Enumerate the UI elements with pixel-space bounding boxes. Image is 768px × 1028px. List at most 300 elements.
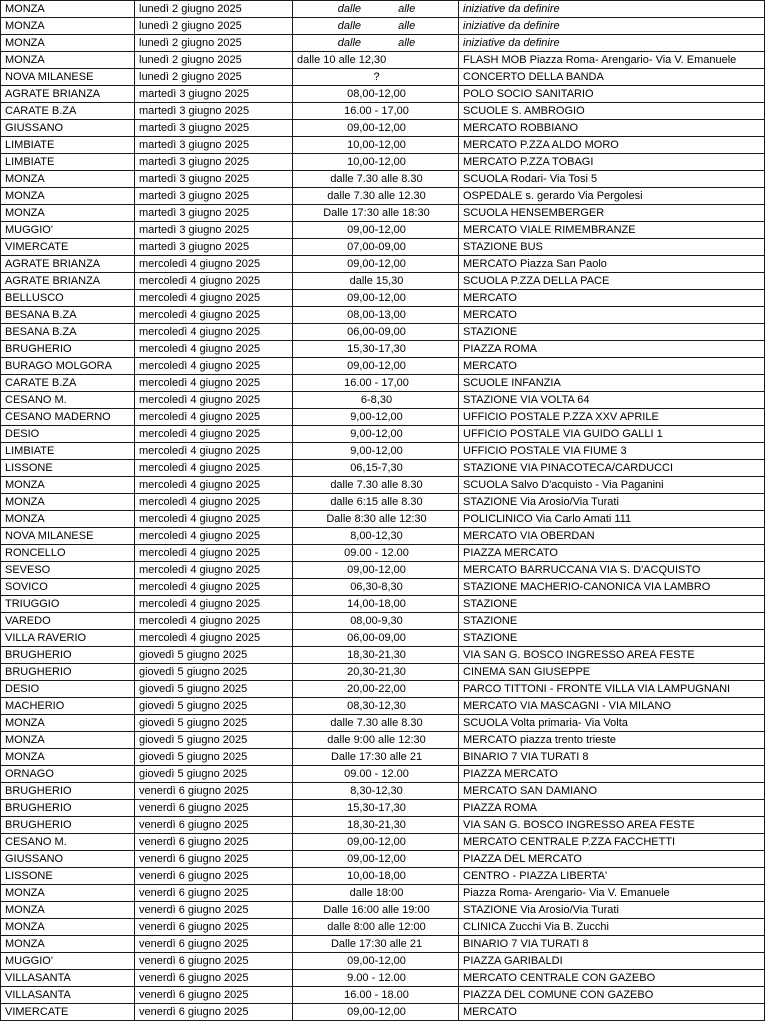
date-cell: martedì 3 giugno 2025 bbox=[135, 205, 293, 222]
location-cell: STAZIONE Via Arosio/Via Turati bbox=[459, 494, 765, 511]
time-cell: dalle 7.30 alle 12.30 bbox=[293, 188, 459, 205]
location-cell: PIAZZA MERCATO bbox=[459, 545, 765, 562]
table-row bbox=[1, 953, 765, 970]
location-cell: MERCATO bbox=[459, 290, 765, 307]
table-row bbox=[1, 409, 765, 426]
city-cell: DESIO bbox=[1, 426, 135, 443]
location-cell: SCUOLA Salvo D'acquisto - Via Paganini bbox=[459, 477, 765, 494]
location-cell: MERCATO bbox=[459, 358, 765, 375]
location-cell: VIA SAN G. BOSCO INGRESSO AREA FESTE bbox=[459, 647, 765, 664]
date-cell: mercoledì 4 giugno 2025 bbox=[135, 545, 293, 562]
date-cell: giovedì 5 giugno 2025 bbox=[135, 681, 293, 698]
time-cell: 15,30-17,30 bbox=[293, 341, 459, 358]
date-cell: lunedì 2 giugno 2025 bbox=[135, 52, 293, 69]
location-cell: POLO SOCIO SANITARIO bbox=[459, 86, 765, 103]
location-cell: STAZIONE BUS bbox=[459, 239, 765, 256]
time-cell: dalle 8:00 alle 12:00 bbox=[293, 919, 459, 936]
date-cell: mercoledì 4 giugno 2025 bbox=[135, 562, 293, 579]
date-cell: giovedì 5 giugno 2025 bbox=[135, 732, 293, 749]
time-cell: 15,30-17,30 bbox=[293, 800, 459, 817]
table-row bbox=[1, 18, 765, 35]
location-cell: PIAZZA ROMA bbox=[459, 800, 765, 817]
location-cell: BINARIO 7 VIA TURATI 8 bbox=[459, 936, 765, 953]
location-cell: MERCATO P.ZZA ALDO MORO bbox=[459, 137, 765, 154]
location-cell: MERCATO bbox=[459, 1004, 765, 1021]
table-row bbox=[1, 749, 765, 766]
location-cell: STAZIONE Via Arosio/Via Turati bbox=[459, 902, 765, 919]
location-cell: STAZIONE bbox=[459, 324, 765, 341]
date-cell: venerdì 6 giugno 2025 bbox=[135, 800, 293, 817]
location-cell: iniziative da definire bbox=[459, 18, 765, 35]
date-cell: mercoledì 4 giugno 2025 bbox=[135, 528, 293, 545]
time-cell: 09,00-12,00 bbox=[293, 290, 459, 307]
schedule-table-body bbox=[1, 1, 765, 1021]
time-cell: Dalle 17:30 alle 21 bbox=[293, 936, 459, 953]
table-row bbox=[1, 596, 765, 613]
time-cell: 9,00-12,00 bbox=[293, 426, 459, 443]
table-row bbox=[1, 273, 765, 290]
time-cell: 9,00-12,00 bbox=[293, 443, 459, 460]
time-cell: 10,00-12,00 bbox=[293, 154, 459, 171]
date-cell: martedì 3 giugno 2025 bbox=[135, 137, 293, 154]
time-cell: 9.00 - 12.00 bbox=[293, 970, 459, 987]
location-cell: PIAZZA ROMA bbox=[459, 341, 765, 358]
date-cell: mercoledì 4 giugno 2025 bbox=[135, 579, 293, 596]
date-cell: mercoledì 4 giugno 2025 bbox=[135, 324, 293, 341]
location-cell: CLINICA Zucchi Via B. Zucchi bbox=[459, 919, 765, 936]
table-row bbox=[1, 35, 765, 52]
date-cell: venerdì 6 giugno 2025 bbox=[135, 834, 293, 851]
table-row bbox=[1, 664, 765, 681]
table-row bbox=[1, 460, 765, 477]
city-cell: BRUGHERIO bbox=[1, 783, 135, 800]
location-cell: SCUOLE INFANZIA bbox=[459, 375, 765, 392]
location-cell: SCUOLA Rodari- Via Tosi 5 bbox=[459, 171, 765, 188]
date-cell: martedì 3 giugno 2025 bbox=[135, 171, 293, 188]
date-cell: giovedì 5 giugno 2025 bbox=[135, 664, 293, 681]
table-row bbox=[1, 392, 765, 409]
table-row bbox=[1, 851, 765, 868]
date-cell: mercoledì 4 giugno 2025 bbox=[135, 443, 293, 460]
location-cell: SCUOLA HENSEMBERGER bbox=[459, 205, 765, 222]
date-cell: mercoledì 4 giugno 2025 bbox=[135, 494, 293, 511]
location-cell: iniziative da definire bbox=[459, 35, 765, 52]
city-cell: VAREDO bbox=[1, 613, 135, 630]
table-row bbox=[1, 443, 765, 460]
table-row bbox=[1, 936, 765, 953]
table-row bbox=[1, 800, 765, 817]
city-cell: BURAGO MOLGORA bbox=[1, 358, 135, 375]
location-cell: OSPEDALE s. gerardo Via Pergolesi bbox=[459, 188, 765, 205]
table-row bbox=[1, 307, 765, 324]
time-cell: 09.00 - 12.00 bbox=[293, 545, 459, 562]
time-cell: 08,00-12,00 bbox=[293, 86, 459, 103]
city-cell: GIUSSANO bbox=[1, 851, 135, 868]
city-cell: RONCELLO bbox=[1, 545, 135, 562]
city-cell: MONZA bbox=[1, 732, 135, 749]
location-cell: STAZIONE MACHERIO-CANONICA VIA LAMBRO bbox=[459, 579, 765, 596]
city-cell: BRUGHERIO bbox=[1, 647, 135, 664]
city-cell: MUGGIO' bbox=[1, 222, 135, 239]
city-cell: MUGGIO' bbox=[1, 953, 135, 970]
table-row bbox=[1, 52, 765, 69]
date-cell: mercoledì 4 giugno 2025 bbox=[135, 358, 293, 375]
table-row bbox=[1, 341, 765, 358]
time-cell: 16.00 - 17,00 bbox=[293, 375, 459, 392]
city-cell: MONZA bbox=[1, 171, 135, 188]
location-cell: BINARIO 7 VIA TURATI 8 bbox=[459, 749, 765, 766]
time-cell: dalle alle bbox=[293, 35, 459, 52]
table-row bbox=[1, 188, 765, 205]
table-row bbox=[1, 103, 765, 120]
city-cell: TRIUGGIO bbox=[1, 596, 135, 613]
city-cell: MONZA bbox=[1, 205, 135, 222]
time-cell: ? bbox=[293, 69, 459, 86]
location-cell: FLASH MOB Piazza Roma- Arengario- Via V. Emanuele bbox=[459, 52, 765, 69]
date-cell: mercoledì 4 giugno 2025 bbox=[135, 409, 293, 426]
time-cell: Dalle 17:30 alle 18:30 bbox=[293, 205, 459, 222]
time-cell: 09,00-12,00 bbox=[293, 256, 459, 273]
time-cell: 18,30-21,30 bbox=[293, 817, 459, 834]
time-cell: dalle 9:00 alle 12:30 bbox=[293, 732, 459, 749]
city-cell: MONZA bbox=[1, 749, 135, 766]
city-cell: BRUGHERIO bbox=[1, 800, 135, 817]
location-cell: UFFICIO POSTALE P.ZZA XXV APRILE bbox=[459, 409, 765, 426]
location-cell: CENTRO - PIAZZA LIBERTA' bbox=[459, 868, 765, 885]
location-cell: PARCO TITTONI - FRONTE VILLA VIA LAMPUGNANI bbox=[459, 681, 765, 698]
time-cell: dalle 7.30 alle 8.30 bbox=[293, 477, 459, 494]
date-cell: venerdì 6 giugno 2025 bbox=[135, 1004, 293, 1021]
city-cell: MONZA bbox=[1, 494, 135, 511]
city-cell: BRUGHERIO bbox=[1, 817, 135, 834]
city-cell: VIMERCATE bbox=[1, 1004, 135, 1021]
city-cell: MONZA bbox=[1, 52, 135, 69]
time-cell: dalle 18:00 bbox=[293, 885, 459, 902]
city-cell: BELLUSCO bbox=[1, 290, 135, 307]
date-cell: lunedì 2 giugno 2025 bbox=[135, 35, 293, 52]
time-cell: 09.00 - 12.00 bbox=[293, 766, 459, 783]
location-cell: iniziative da definire bbox=[459, 1, 765, 18]
date-cell: venerdì 6 giugno 2025 bbox=[135, 851, 293, 868]
location-cell: STAZIONE bbox=[459, 630, 765, 647]
city-cell: BRUGHERIO bbox=[1, 664, 135, 681]
city-cell: CESANO MADERNO bbox=[1, 409, 135, 426]
time-cell: dalle alle bbox=[293, 1, 459, 18]
date-cell: venerdì 6 giugno 2025 bbox=[135, 902, 293, 919]
table-row bbox=[1, 528, 765, 545]
table-row bbox=[1, 1004, 765, 1021]
time-cell: 09,00-12,00 bbox=[293, 834, 459, 851]
location-cell: STAZIONE VIA PINACOTECA/CARDUCCI bbox=[459, 460, 765, 477]
location-cell: POLICLINICO Via Carlo Amati 111 bbox=[459, 511, 765, 528]
table-row bbox=[1, 511, 765, 528]
location-cell: MERCATO BARRUCCANA VIA S. D'ACQUISTO bbox=[459, 562, 765, 579]
date-cell: giovedì 5 giugno 2025 bbox=[135, 749, 293, 766]
time-cell: 20,30-21,30 bbox=[293, 664, 459, 681]
table-row bbox=[1, 715, 765, 732]
table-row bbox=[1, 239, 765, 256]
date-cell: venerdì 6 giugno 2025 bbox=[135, 783, 293, 800]
city-cell: MONZA bbox=[1, 35, 135, 52]
location-cell: PIAZZA DEL COMUNE CON GAZEBO bbox=[459, 987, 765, 1004]
table-row bbox=[1, 545, 765, 562]
city-cell: MACHERIO bbox=[1, 698, 135, 715]
table-row bbox=[1, 970, 765, 987]
location-cell: STAZIONE bbox=[459, 596, 765, 613]
city-cell: LISSONE bbox=[1, 868, 135, 885]
time-cell: 08,30-12,30 bbox=[293, 698, 459, 715]
time-cell: dalle 6:15 alle 8.30 bbox=[293, 494, 459, 511]
location-cell: MERCATO CENTRALE CON GAZEBO bbox=[459, 970, 765, 987]
date-cell: venerdì 6 giugno 2025 bbox=[135, 936, 293, 953]
time-cell: 8,30-12,30 bbox=[293, 783, 459, 800]
date-cell: lunedì 2 giugno 2025 bbox=[135, 1, 293, 18]
city-cell: MONZA bbox=[1, 188, 135, 205]
date-cell: venerdì 6 giugno 2025 bbox=[135, 987, 293, 1004]
time-cell: 10,00-12,00 bbox=[293, 137, 459, 154]
date-cell: martedì 3 giugno 2025 bbox=[135, 239, 293, 256]
date-cell: mercoledì 4 giugno 2025 bbox=[135, 477, 293, 494]
table-row bbox=[1, 1, 765, 18]
table-row bbox=[1, 154, 765, 171]
location-cell: MERCATO SAN DAMIANO bbox=[459, 783, 765, 800]
location-cell: UFFICIO POSTALE VIA GUIDO GALLI 1 bbox=[459, 426, 765, 443]
location-cell: SCUOLA P.ZZA DELLA PACE bbox=[459, 273, 765, 290]
time-cell: 09,00-12,00 bbox=[293, 358, 459, 375]
date-cell: mercoledì 4 giugno 2025 bbox=[135, 290, 293, 307]
city-cell: NOVA MILANESE bbox=[1, 528, 135, 545]
table-row bbox=[1, 86, 765, 103]
date-cell: venerdì 6 giugno 2025 bbox=[135, 919, 293, 936]
location-cell: CONCERTO DELLA BANDA bbox=[459, 69, 765, 86]
time-cell: 06,00-09,00 bbox=[293, 324, 459, 341]
time-cell: 8,00-12,30 bbox=[293, 528, 459, 545]
table-row bbox=[1, 987, 765, 1004]
location-cell: UFFICIO POSTALE VIA FIUME 3 bbox=[459, 443, 765, 460]
city-cell: VILLA RAVERIO bbox=[1, 630, 135, 647]
city-cell: BESANA B.ZA bbox=[1, 307, 135, 324]
location-cell: PIAZZA GARIBALDI bbox=[459, 953, 765, 970]
city-cell: CESANO M. bbox=[1, 392, 135, 409]
time-cell: 06,30-8,30 bbox=[293, 579, 459, 596]
city-cell: MONZA bbox=[1, 936, 135, 953]
time-cell: 09,00-12,00 bbox=[293, 953, 459, 970]
time-cell: 08,00-9,30 bbox=[293, 613, 459, 630]
time-cell: dalle alle bbox=[293, 18, 459, 35]
date-cell: lunedì 2 giugno 2025 bbox=[135, 69, 293, 86]
date-cell: martedì 3 giugno 2025 bbox=[135, 154, 293, 171]
date-cell: lunedì 2 giugno 2025 bbox=[135, 18, 293, 35]
city-cell: MONZA bbox=[1, 511, 135, 528]
location-cell: MERCATO bbox=[459, 307, 765, 324]
city-cell: SEVESO bbox=[1, 562, 135, 579]
table-row bbox=[1, 494, 765, 511]
table-row bbox=[1, 171, 765, 188]
time-cell: 14,00-18,00 bbox=[293, 596, 459, 613]
location-cell: CINEMA SAN GIUSEPPE bbox=[459, 664, 765, 681]
date-cell: giovedì 5 giugno 2025 bbox=[135, 766, 293, 783]
date-cell: giovedì 5 giugno 2025 bbox=[135, 715, 293, 732]
city-cell: BRUGHERIO bbox=[1, 341, 135, 358]
date-cell: venerdì 6 giugno 2025 bbox=[135, 970, 293, 987]
city-cell: LIMBIATE bbox=[1, 154, 135, 171]
city-cell: LIMBIATE bbox=[1, 137, 135, 154]
city-cell: GIUSSANO bbox=[1, 120, 135, 137]
city-cell: DESIO bbox=[1, 681, 135, 698]
city-cell: NOVA MILANESE bbox=[1, 69, 135, 86]
city-cell: VILLASANTA bbox=[1, 987, 135, 1004]
time-cell: 09,00-12,00 bbox=[293, 1004, 459, 1021]
city-cell: AGRATE BRIANZA bbox=[1, 273, 135, 290]
table-row bbox=[1, 375, 765, 392]
location-cell: STAZIONE VIA VOLTA 64 bbox=[459, 392, 765, 409]
city-cell: CARATE B.ZA bbox=[1, 375, 135, 392]
table-row bbox=[1, 698, 765, 715]
location-cell: MERCATO ROBBIANO bbox=[459, 120, 765, 137]
time-cell: 06,00-09,00 bbox=[293, 630, 459, 647]
time-cell: Dalle 17:30 alle 21 bbox=[293, 749, 459, 766]
time-cell: 6-8,30 bbox=[293, 392, 459, 409]
table-row bbox=[1, 256, 765, 273]
city-cell: MONZA bbox=[1, 902, 135, 919]
city-cell: MONZA bbox=[1, 477, 135, 494]
location-cell: MERCATO VIALE RIMEMBRANZE bbox=[459, 222, 765, 239]
time-cell: 09,00-12,00 bbox=[293, 222, 459, 239]
table-row bbox=[1, 834, 765, 851]
city-cell: AGRATE BRIANZA bbox=[1, 256, 135, 273]
date-cell: mercoledì 4 giugno 2025 bbox=[135, 307, 293, 324]
city-cell: MONZA bbox=[1, 715, 135, 732]
time-cell: 06,15-7,30 bbox=[293, 460, 459, 477]
table-row bbox=[1, 579, 765, 596]
city-cell: SOVICO bbox=[1, 579, 135, 596]
city-cell: LIMBIATE bbox=[1, 443, 135, 460]
city-cell: MONZA bbox=[1, 18, 135, 35]
date-cell: venerdì 6 giugno 2025 bbox=[135, 953, 293, 970]
location-cell: STAZIONE bbox=[459, 613, 765, 630]
time-cell: 16.00 - 18.00 bbox=[293, 987, 459, 1004]
date-cell: venerdì 6 giugno 2025 bbox=[135, 817, 293, 834]
time-cell: 16.00 - 17,00 bbox=[293, 103, 459, 120]
time-cell: 9,00-12,00 bbox=[293, 409, 459, 426]
location-cell: Piazza Roma- Arengario- Via V. Emanuele bbox=[459, 885, 765, 902]
date-cell: mercoledì 4 giugno 2025 bbox=[135, 613, 293, 630]
time-cell: 09,00-12,00 bbox=[293, 120, 459, 137]
time-cell: 09,00-12,00 bbox=[293, 562, 459, 579]
city-cell: CESANO M. bbox=[1, 834, 135, 851]
time-cell: dalle 7.30 alle 8.30 bbox=[293, 715, 459, 732]
date-cell: martedì 3 giugno 2025 bbox=[135, 86, 293, 103]
location-cell: PIAZZA MERCATO bbox=[459, 766, 765, 783]
table-row bbox=[1, 120, 765, 137]
city-cell: MONZA bbox=[1, 1, 135, 18]
table-row bbox=[1, 324, 765, 341]
table-row bbox=[1, 902, 765, 919]
table-row bbox=[1, 426, 765, 443]
table-row bbox=[1, 783, 765, 800]
table-row bbox=[1, 562, 765, 579]
location-cell: MERCATO Piazza San Paolo bbox=[459, 256, 765, 273]
date-cell: mercoledì 4 giugno 2025 bbox=[135, 341, 293, 358]
table-row bbox=[1, 358, 765, 375]
city-cell: CARATE B.ZA bbox=[1, 103, 135, 120]
location-cell: VIA SAN G. BOSCO INGRESSO AREA FESTE bbox=[459, 817, 765, 834]
time-cell: 10,00-18,00 bbox=[293, 868, 459, 885]
time-cell: 07,00-09,00 bbox=[293, 239, 459, 256]
city-cell: MONZA bbox=[1, 919, 135, 936]
city-cell: LISSONE bbox=[1, 460, 135, 477]
city-cell: BESANA B.ZA bbox=[1, 324, 135, 341]
location-cell: MERCATO VIA OBERDAN bbox=[459, 528, 765, 545]
table-row bbox=[1, 817, 765, 834]
location-cell: MERCATO CENTRALE P.ZZA FACCHETTI bbox=[459, 834, 765, 851]
table-row bbox=[1, 868, 765, 885]
date-cell: venerdì 6 giugno 2025 bbox=[135, 885, 293, 902]
time-cell: 20,00-22,00 bbox=[293, 681, 459, 698]
time-cell: dalle 15,30 bbox=[293, 273, 459, 290]
time-cell: dalle 7.30 alle 8.30 bbox=[293, 171, 459, 188]
date-cell: mercoledì 4 giugno 2025 bbox=[135, 460, 293, 477]
date-cell: mercoledì 4 giugno 2025 bbox=[135, 392, 293, 409]
location-cell: PIAZZA DEL MERCATO bbox=[459, 851, 765, 868]
table-row bbox=[1, 885, 765, 902]
table-row bbox=[1, 766, 765, 783]
location-cell: MERCATO VIA MASCAGNI - VIA MILANO bbox=[459, 698, 765, 715]
table-row bbox=[1, 919, 765, 936]
date-cell: mercoledì 4 giugno 2025 bbox=[135, 273, 293, 290]
table-row bbox=[1, 647, 765, 664]
location-cell: SCUOLE S. AMBROGIO bbox=[459, 103, 765, 120]
date-cell: giovedì 5 giugno 2025 bbox=[135, 647, 293, 664]
table-row bbox=[1, 681, 765, 698]
date-cell: mercoledì 4 giugno 2025 bbox=[135, 511, 293, 528]
time-cell: 08,00-13,00 bbox=[293, 307, 459, 324]
table-row bbox=[1, 137, 765, 154]
table-row bbox=[1, 69, 765, 86]
date-cell: martedì 3 giugno 2025 bbox=[135, 103, 293, 120]
table-row bbox=[1, 732, 765, 749]
time-cell: dalle 10 alle 12,30 bbox=[293, 52, 459, 69]
location-cell: MERCATO P.ZZA TOBAGI bbox=[459, 154, 765, 171]
location-cell: MERCATO piazza trento trieste bbox=[459, 732, 765, 749]
city-cell: AGRATE BRIANZA bbox=[1, 86, 135, 103]
date-cell: venerdì 6 giugno 2025 bbox=[135, 868, 293, 885]
date-cell: mercoledì 4 giugno 2025 bbox=[135, 375, 293, 392]
date-cell: giovedì 5 giugno 2025 bbox=[135, 698, 293, 715]
table-row bbox=[1, 477, 765, 494]
table-row bbox=[1, 290, 765, 307]
date-cell: martedì 3 giugno 2025 bbox=[135, 188, 293, 205]
table-row bbox=[1, 630, 765, 647]
date-cell: mercoledì 4 giugno 2025 bbox=[135, 630, 293, 647]
date-cell: mercoledì 4 giugno 2025 bbox=[135, 426, 293, 443]
location-cell: SCUOLA Volta primaria- Via Volta bbox=[459, 715, 765, 732]
table-row bbox=[1, 613, 765, 630]
city-cell: VIMERCATE bbox=[1, 239, 135, 256]
time-cell: 09,00-12,00 bbox=[293, 851, 459, 868]
time-cell: 18,30-21,30 bbox=[293, 647, 459, 664]
table-row bbox=[1, 222, 765, 239]
date-cell: mercoledì 4 giugno 2025 bbox=[135, 256, 293, 273]
city-cell: ORNAGO bbox=[1, 766, 135, 783]
date-cell: mercoledì 4 giugno 2025 bbox=[135, 596, 293, 613]
time-cell: Dalle 8:30 alle 12:30 bbox=[293, 511, 459, 528]
date-cell: martedì 3 giugno 2025 bbox=[135, 120, 293, 137]
date-cell: martedì 3 giugno 2025 bbox=[135, 222, 293, 239]
city-cell: MONZA bbox=[1, 885, 135, 902]
city-cell: VILLASANTA bbox=[1, 970, 135, 987]
time-cell: Dalle 16:00 alle 19:00 bbox=[293, 902, 459, 919]
